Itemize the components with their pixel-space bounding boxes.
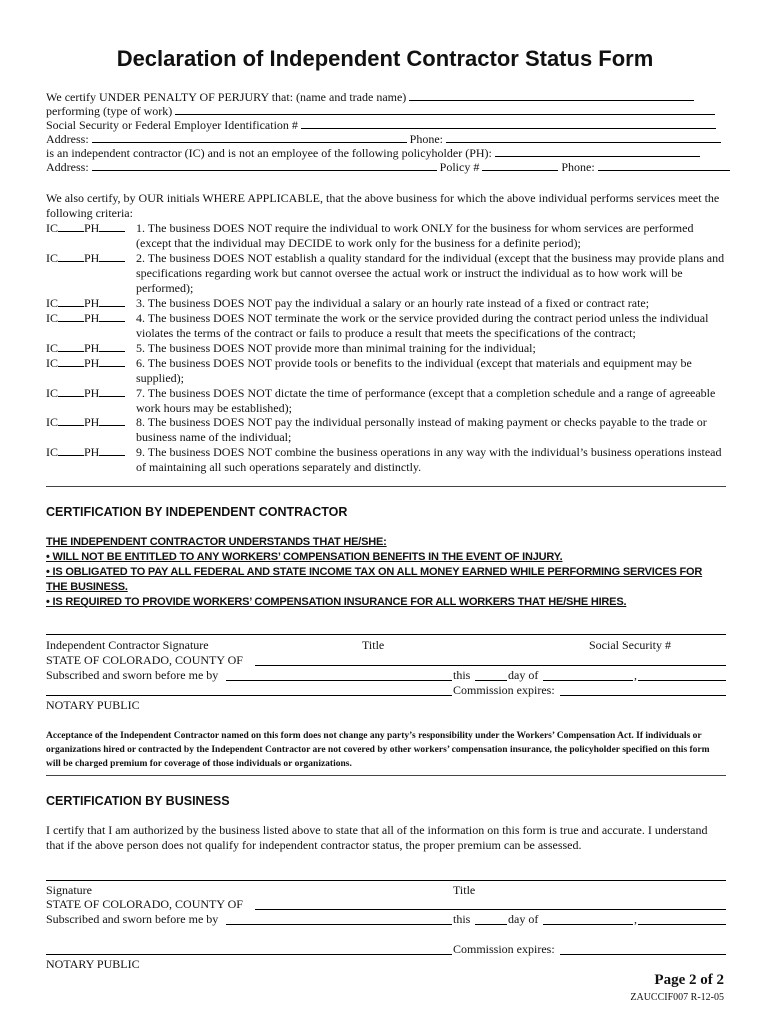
- ph-initials-5[interactable]: [99, 341, 125, 352]
- ic-notary-label: NOTARY PUBLIC: [46, 698, 140, 712]
- ic-notary-line[interactable]: [46, 695, 452, 696]
- business-certification-heading: CERTIFICATION BY BUSINESS: [46, 794, 230, 808]
- ic-initials-7[interactable]: [58, 386, 84, 397]
- biz-signature-label: Signature: [46, 883, 92, 897]
- ic-ssn-label: Social Security #: [589, 638, 671, 652]
- criterion-7: IC PH 7. The business DOES NOT dictate the time of performance (except that a completion schedule and a range of agreeable work hours may be established);: [46, 386, 716, 415]
- type-of-work-line: performing (type of work): [46, 104, 726, 119]
- page-number: Page 2 of 2: [654, 972, 724, 988]
- biz-state-county-label: STATE OF COLORADO, COUNTY OF: [46, 897, 243, 911]
- ic-initials-5[interactable]: [58, 341, 84, 352]
- ic-initials-2[interactable]: [58, 251, 84, 262]
- ic-sworn-by-field[interactable]: [226, 680, 452, 681]
- form-code: ZAUCCIF007 R-12-05: [630, 992, 724, 1003]
- ic-initials-9[interactable]: [58, 445, 84, 456]
- acceptance-note: Acceptance of the Independent Contractor named on this form does not change any party’s responsibility under the Workers’ Compensation Act. If individuals or organizations hired or contracted by the Independent Contractor are not covered by other workers’ compensation insurance, the policyholder specified on this form will be charged premium for coverage of those individuals or organizations.: [46, 731, 710, 769]
- ic-address-line: Address: Phone:: [46, 132, 726, 147]
- criterion-8: IC PH 8. The business DOES NOT pay the individual personally instead of making payment or checks payable to the trade or business name of the individual;: [46, 415, 707, 444]
- ic-certification-heading: CERTIFICATION BY INDEPENDENT CONTRACTOR: [46, 505, 348, 519]
- ic-phone-field[interactable]: [446, 132, 721, 143]
- name-trade-field[interactable]: [409, 90, 694, 101]
- biz-year-field[interactable]: [638, 924, 726, 925]
- ic-year-field[interactable]: [638, 680, 726, 681]
- criterion-3: IC PH 3. The business DOES NOT pay the individual a salary or an hourly rate instead of a fixed or contract rate;: [46, 296, 650, 310]
- ic-county-field[interactable]: [255, 665, 726, 666]
- ic-title-label: Title: [362, 638, 385, 652]
- certify-name-line: We certify UNDER PENALTY OF PERJURY that: (name and trade name): [46, 90, 726, 105]
- criterion-4: IC PH 4. The business DOES NOT terminate the work or the service provided during the contract period unless the individual violates the terms of the contract or fails to produce a result that meets the specifications of the contract;: [46, 311, 709, 340]
- ph-initials-6[interactable]: [99, 356, 125, 367]
- ph-initials-4[interactable]: [99, 311, 125, 322]
- ic-bullet-2: • IS OBLIGATED TO PAY ALL FEDERAL AND STATE INCOME TAX ON ALL MONEY EARNED WHILE PERFORMING SERVICES FOR THE BUSINESS.: [46, 566, 703, 593]
- policyholder-line: is an independent contractor (IC) and is not an employee of the following policyholder (PH):: [46, 146, 726, 161]
- ssn-fein-line: Social Security or Federal Employer Identification #: [46, 118, 726, 133]
- divider: [46, 486, 726, 487]
- ic-address-field[interactable]: [92, 132, 407, 143]
- ph-phone-field[interactable]: [598, 160, 730, 171]
- ic-initials-1[interactable]: [58, 221, 84, 232]
- biz-sworn-by-field[interactable]: [226, 924, 452, 925]
- biz-month-field[interactable]: [543, 924, 633, 925]
- criteria-intro: We also certify, by OUR initials WHERE APPLICABLE, that the above business for which the above individual performs services meet the following criteria:: [46, 191, 720, 220]
- ic-state-county-label: STATE OF COLORADO, COUNTY OF: [46, 653, 243, 667]
- biz-notary-line[interactable]: [46, 954, 452, 955]
- ic-day-field[interactable]: [475, 680, 507, 681]
- type-of-work-field[interactable]: [175, 104, 715, 115]
- criterion-5: IC PH 5. The business DOES NOT provide more than minimal training for the individual;: [46, 341, 536, 355]
- form-page: Declaration of Independent Contractor Status Form We certify UNDER PENALTY OF PERJURY that: (name and trade name) performing (type of work) Social Security or Federal Employer Identification # Address: Phone: is an independent contractor (IC) and is not an employee of the following policyholder (PH): Address: Policy # Phone: We also certify, by OUR initials WHERE APPLICABLE, that the above business for which the above individual performs services meet the following criteria: IC PH 1. The business DOES NOT require the individual to work ONLY for the business for whom services are performed (except that the individual may DECIDE to work only for the business for a definite period); IC PH 2. The business DOES NOT establish a quality standard for the individual (except that the business may provide plans and specifications regarding work but cannot oversee the actual work or instruct the individual as to how work will be performed); IC PH 3. The business DOES NOT pay the individual a salary or an hourly rate instead of a fixed or contract rate; IC PH 4. The business DOES NOT terminate the work or the service provided during the contract period unless the individual violates the terms of the contract or fails to produce a result that meets the specifications of the contract; IC PH 5. The business DOES NOT provide more than minimal training for the individual; IC PH 6. The business DOES NOT provide tools or benefits to the individual (except that materials and equipment may be supplied); IC PH 7. The business DOES NOT dictate the time of performance (except that a completion schedule and a range of agreeable work hours may be established); IC PH 8. The business DOES NOT pay the individual personally instead of making payment or checks payable to the trade or business name of the individual; IC PH 9. The business DOES NOT combine the business operations in any way with the individual’s business operations instead of maintaining all such operations separately and distinctly. CERTIFICATION BY INDEPENDENT CONTRACTOR THE INDEPENDENT CONTRACTOR UNDERSTANDS THAT HE/SHE: • WILL NOT BE ENTITLED TO ANY WORKERS’ COMPENSATION BENEFITS IN THE EVENT OF INJURY. • IS OBLIGATED TO PAY ALL FEDERAL AND STATE INCOME TAX ON ALL MONEY EARNED WHILE PERFORMING SERVICES FOR THE BUSINESS. • IS REQUIRED TO PROVIDE WORKERS’ COMPENSATION INSURANCE FOR ALL WORKERS THAT HE/SHE HIRES. Independent Contractor Signature Title Social Security # STATE OF COLORADO, COUNTY OF Subscribed and sworn before me by this day of , Commission expires: NOTARY PUBLIC Acceptance of the Independent Contractor named on this form does not change any party’s responsibility under the Workers’ Compensation Act. If individuals or organizations hired or contracted by the Independent Contractor are not covered by other workers’ compensation insurance, the policyholder specified on this form will be charged premium for coverage of those individuals or organizations. CERTIFICATION BY BUSINESS I certify that I am authorized by the business listed above to state that all of the information on this form is true and accurate. I understand that if the above person does not qualify for independent contractor status, the proper premium can be assessed. Signature Title STATE OF COLORADO, COUNTY OF Subscribed and sworn before me by this day of , Commission expires: NOTARY PUBLIC Page 2 of 2 ZAUCCIF007 R-12-05: [0, 0, 770, 1024]
- ph-initials-2[interactable]: [99, 251, 125, 262]
- ph-address-line: Address: Policy # Phone:: [46, 160, 726, 175]
- biz-title-label: Title: [453, 883, 476, 897]
- divider: [46, 775, 726, 776]
- ph-initials-1[interactable]: [99, 221, 125, 232]
- ic-month-field[interactable]: [543, 680, 633, 681]
- biz-commission-field[interactable]: [560, 954, 726, 955]
- form-title: Declaration of Independent Contractor Status Form: [116, 46, 654, 71]
- ph-initials-3[interactable]: [99, 296, 125, 307]
- criterion-1: IC PH 1. The business DOES NOT require the individual to work ONLY for the business for whom services are performed (except that the individual may DECIDE to work only for the business for a definite period);: [46, 221, 694, 250]
- policy-number-field[interactable]: [482, 160, 558, 171]
- biz-signature-line[interactable]: [46, 880, 726, 881]
- ic-understands: THE INDEPENDENT CONTRACTOR UNDERSTANDS THAT HE/SHE: • WILL NOT BE ENTITLED TO ANY WORKERS’ COMPENSATION BENEFITS IN THE EVENT OF INJURY. • IS OBLIGATED TO PAY ALL FEDERAL AND STATE INCOME TAX ON ALL MONEY EARNED WHILE PERFORMING SERVICES FOR THE BUSINESS. • IS REQUIRED TO PROVIDE WORKERS’ COMPENSATION INSURANCE FOR ALL WORKERS THAT HE/SHE HIRES.: [46, 535, 726, 610]
- ph-initials-8[interactable]: [99, 415, 125, 426]
- ic-signature-label: Independent Contractor Signature: [46, 638, 209, 652]
- ic-initials-4[interactable]: [58, 311, 84, 322]
- ic-signature-line[interactable]: [46, 634, 726, 635]
- biz-sworn-label: Subscribed and sworn before me by: [46, 912, 219, 926]
- business-statement: I certify that I am authorized by the business listed above to state that all of the information on this form is true and accurate. I understand that if the above person does not qualify for independent contractor status, the proper premium can be assessed.: [46, 823, 708, 852]
- ic-sworn-label: Subscribed and sworn before me by: [46, 668, 219, 682]
- ic-commission-field[interactable]: [560, 695, 726, 696]
- ic-initials-6[interactable]: [58, 356, 84, 367]
- criterion-6: IC PH 6. The business DOES NOT provide tools or benefits to the individual (except that materials and equipment may be supplied);: [46, 356, 692, 385]
- criterion-2: IC PH 2. The business DOES NOT establish a quality standard for the individual (except that the business may provide plans and specifications regarding work but cannot oversee the actual work or instruct the individual as to how work will be performed);: [46, 251, 725, 295]
- criterion-9: IC PH 9. The business DOES NOT combine the business operations in any way with the individual’s business operations instead of maintaining all such operations separately and distinctly.: [46, 445, 722, 474]
- ssn-fein-field[interactable]: [301, 118, 716, 129]
- ph-initials-9[interactable]: [99, 445, 125, 456]
- ic-initials-3[interactable]: [58, 296, 84, 307]
- biz-county-field[interactable]: [255, 909, 726, 910]
- biz-notary-label: NOTARY PUBLIC: [46, 957, 140, 971]
- ic-initials-8[interactable]: [58, 415, 84, 426]
- policyholder-field[interactable]: [495, 146, 700, 157]
- ph-address-field[interactable]: [92, 160, 437, 171]
- ic-bullet-1: • WILL NOT BE ENTITLED TO ANY WORKERS’ COMPENSATION BENEFITS IN THE EVENT OF INJURY.: [46, 551, 563, 563]
- biz-day-field[interactable]: [475, 924, 507, 925]
- ic-bullet-3: • IS REQUIRED TO PROVIDE WORKERS’ COMPENSATION INSURANCE FOR ALL WORKERS THAT HE/SHE HIRES.: [46, 596, 627, 608]
- ph-initials-7[interactable]: [99, 386, 125, 397]
